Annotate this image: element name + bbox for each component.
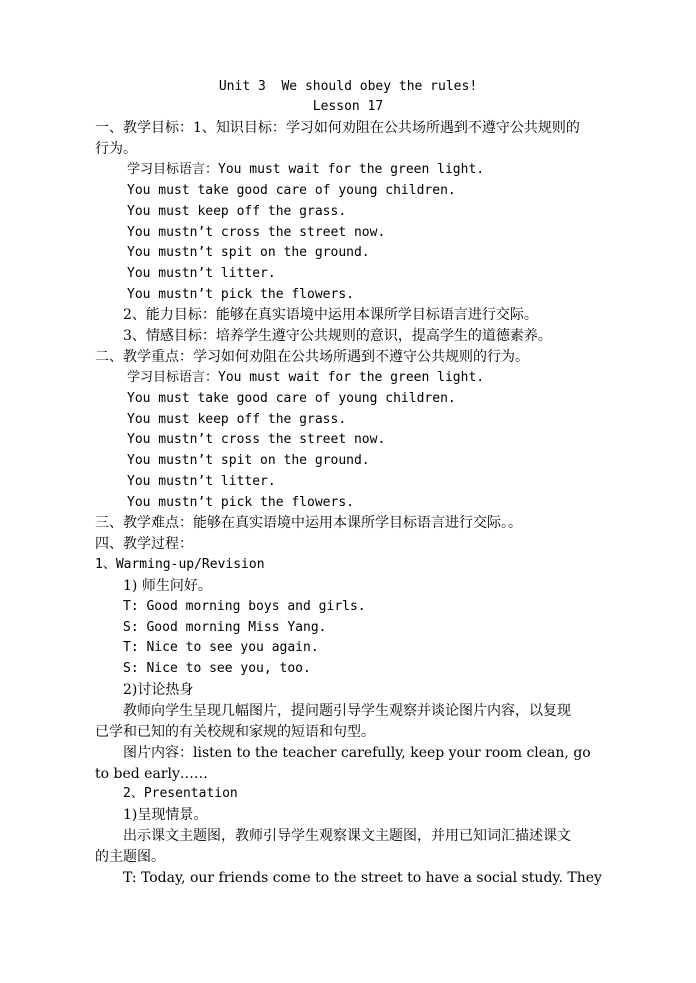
- objectives-line-2: 行为。: [95, 141, 137, 157]
- picture-content-line-1: 图片内容：listen to the teacher carefully, keep your room clean, go: [123, 745, 591, 761]
- target-sentence-b-1: 学习目标语言：You must wait for the green light.: [127, 370, 485, 385]
- target-sentence-a-6: You mustn’t litter.: [127, 266, 276, 281]
- teacher-line: T: Today, our friends come to the street to have a social study. They: [123, 870, 602, 886]
- picture-content-line-2: to bed early……: [95, 766, 208, 782]
- target-sentence-b-5: You mustn’t spit on the ground.: [127, 453, 370, 468]
- emotion-objective: 3、情感目标：培养学生遵守公共规则的意识，提高学生的道德素养。: [123, 328, 552, 344]
- target-sentence-b-2: You must take good care of young children.: [127, 391, 456, 406]
- dialogue-line-1: T: Good morning boys and girls.: [123, 599, 366, 614]
- document-title: Unit 3 We should obey the rules!: [218, 79, 478, 94]
- scene-paragraph-line-2: 的主题图。: [95, 849, 165, 865]
- target-sentence-a-2: You must take good care of young children.: [127, 183, 456, 198]
- difficulty: 三、教学难点：能够在真实语境中运用本课所学目标语言进行交际。。: [95, 515, 522, 531]
- target-sentence-a-4: You mustn’t cross the street now.: [127, 225, 386, 240]
- target-sentence-b-3: You must keep off the grass.: [127, 412, 347, 427]
- target-sentence-a-1: 学习目标语言：You must wait for the green light.: [127, 162, 485, 177]
- discussion-heading: 2)讨论热身: [123, 682, 194, 698]
- scene-heading: 1)呈现情景。: [123, 807, 208, 823]
- dialogue-line-2: S: Good morning Miss Yang.: [123, 620, 327, 635]
- target-sentence-a-5: You mustn’t spit on the ground.: [127, 245, 370, 260]
- key-point: 二、教学重点：学习如何劝阻在公共场所遇到不遵守公共规则的行为。: [95, 349, 529, 365]
- target-sentence-a-7: You mustn’t pick the flowers.: [127, 287, 354, 302]
- process-heading: 四、教学过程：: [95, 536, 193, 552]
- greeting-heading: 1) 师生问好。: [123, 578, 212, 594]
- target-sentence-a-3: You must keep off the grass.: [127, 204, 347, 219]
- target-sentence-b-4: You mustn’t cross the street now.: [127, 432, 386, 447]
- target-sentence-b-6: You mustn’t litter.: [127, 474, 276, 489]
- presentation-heading: 2、Presentation: [123, 786, 238, 801]
- scene-paragraph-line-1: 出示课文主题图，教师引导学生观察课文主题图，并用已知词汇描述课文: [123, 828, 571, 844]
- target-sentence-b-7: You mustn’t pick the flowers.: [127, 495, 354, 510]
- dialogue-line-4: S: Nice to see you, too.: [123, 661, 311, 676]
- lesson-number: Lesson 17: [312, 99, 384, 114]
- discussion-paragraph-line-1: 教师向学生呈现几幅图片，提问题引导学生观察并谈论图片内容，以复现: [123, 703, 571, 719]
- dialogue-line-3: T: Nice to see you again.: [123, 640, 319, 655]
- ability-objective: 2、能力目标：能够在真实语境中运用本课所学目标语言进行交际。: [123, 307, 538, 323]
- objectives-line-1: 一、教学目标：1、知识目标：学习如何劝阻在公共场所遇到不遵守公共规则的: [95, 120, 580, 136]
- discussion-paragraph-line-2: 已学和已知的有关校规和家规的短语和句型。: [95, 724, 375, 740]
- warmup-heading: 1、Warming-up/Revision: [95, 557, 265, 572]
